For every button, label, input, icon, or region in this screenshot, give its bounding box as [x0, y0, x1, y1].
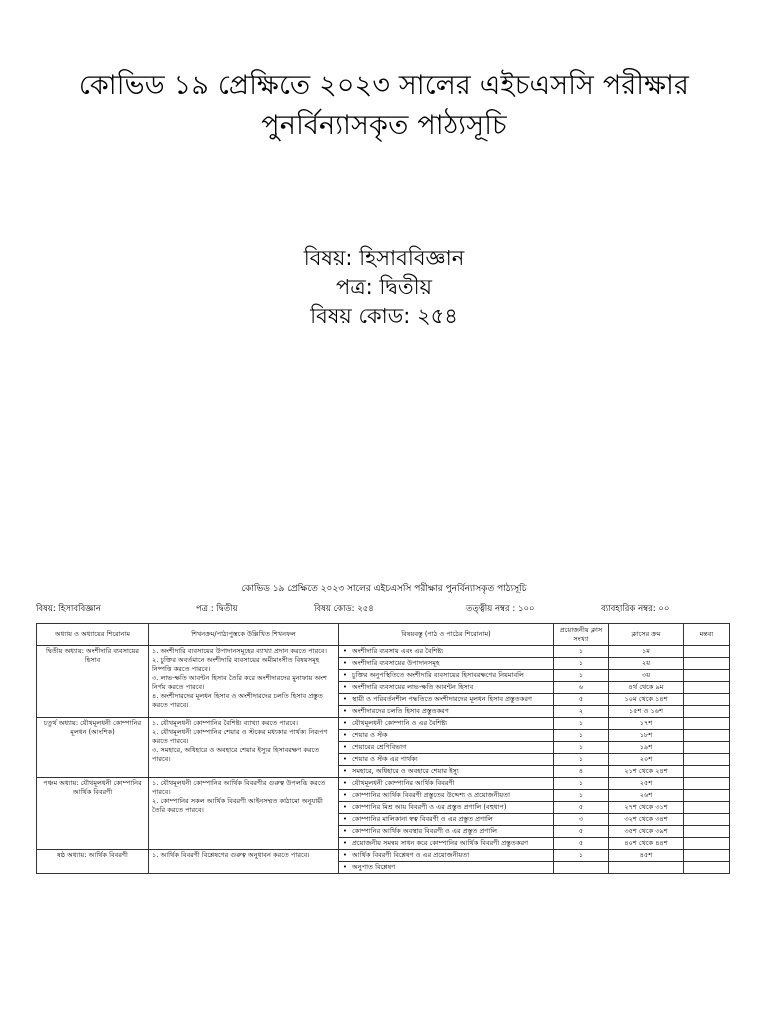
syllabus-table: [36, 623, 730, 874]
bullet-icon: •: [343, 815, 347, 823]
remarks-cell: [684, 718, 730, 730]
remarks-cell: [684, 730, 730, 742]
classes-cell: ১: [554, 718, 609, 730]
topic-text: যৌথমূলধনী কোম্পানি ও এর বৈশিষ্ট্য: [352, 719, 448, 727]
classes-cell: ৫: [554, 802, 609, 814]
topic-cell: [339, 682, 554, 694]
cover-title-line1: কোভিড ১৯ প্রেক্ষিতে ২০২৩ সালের এইচএসসি পরীক্ষার: [78, 70, 690, 101]
classes-cell: ১: [554, 742, 609, 754]
topic-cell: [339, 730, 554, 742]
objective-item: ২. যৌথমূলধনী কোম্পানির শেয়ার ও স্টকের মধ্যকার পার্থক্য নিরূপণ করতে পারবে।: [152, 728, 328, 745]
class-order-cell: ২১শ থেকে ২৪শ: [609, 766, 684, 778]
remarks-cell: [684, 754, 730, 766]
bullet-icon: •: [343, 863, 347, 871]
table-title: কোভিড ১৯ প্রেক্ষিতে ২০২৩ সালের এইচএসসি পরীক্ষার পুনর্বিন্যাসকৃত পাঠ্যসূচি: [241, 584, 527, 594]
bullet-icon: •: [343, 719, 347, 727]
topic-text: স্থায়ী ও পরিবর্তনশীল পদ্ধতিতে অংশীদারদের মূলধন হিসাব প্রস্তুতকরণ: [352, 695, 532, 703]
topic-cell: [339, 706, 554, 718]
topic-cell: [339, 802, 554, 814]
objectives-cell: [149, 778, 339, 850]
objective-item: ২. কোম্পানির সকল আর্থিক বিবরণী আইনসম্মত কাঠামো অনুযায়ী তৈরি করতে পারবে।: [152, 797, 323, 814]
class-order-cell: ২৬শ: [609, 790, 684, 802]
topic-text: প্রয়োজনীয় সমন্বয় সাধন করে কোম্পানির আর্থিক বিবরণী প্রস্তুতকরণ: [352, 839, 529, 847]
topic-text: কোম্পানির মিশ্র আয় বিবরণী ও এর প্রস্তুত প্রণালি (বহুধাপ): [352, 803, 507, 811]
meta-theory-marks: তত্ত্বীয় নম্বর : ১০০: [466, 604, 535, 614]
topic-text: শেয়ারের শ্রেণিবিভাগ: [352, 743, 407, 751]
bullet-icon: •: [343, 707, 347, 715]
objective-item: ২. চুক্তির অবর্তমানে অংশীদারি ব্যবসায়ের অমীমাংসীত বিষয়সমূহ নিষ্পত্তি করতে পারবে।: [152, 656, 320, 673]
class-order-cell: ৩২শ থেকে ৩৪শ: [609, 814, 684, 826]
bullet-icon: •: [343, 659, 347, 667]
classes-cell: ২: [554, 706, 609, 718]
meta-subject: বিষয়: হিসাববিজ্ঞান: [36, 604, 101, 614]
remarks-cell: [684, 862, 730, 874]
chapter-cell: পঞ্চম অধ্যায়: যৌথমূলধনী কোম্পানির আর্থিক বিবরণী: [37, 778, 149, 850]
classes-cell: ১: [554, 754, 609, 766]
classes-cell: ১: [554, 730, 609, 742]
topic-text: চুক্তির অনুপস্থিতিতে অংশীদারি ব্যবসায়ের হিসাবরক্ষণের নিয়মাবলি: [352, 671, 524, 679]
chapter-cell: ষষ্ঠ অধ্যায়: আর্থিক বিবরণী: [37, 850, 149, 874]
topic-text: কোম্পানির আর্থিক বিবরণী প্রস্তুতের উদ্দেশ্য ও প্রয়োজনীয়তা: [352, 791, 511, 799]
objective-item: ১. যৌথমূলধনী কোম্পানির আর্থিক বিবরণীর গুরুত্ব উপলব্ধি করতে পারবে।: [152, 779, 326, 796]
remarks-cell: [684, 814, 730, 826]
topic-cell: [339, 742, 554, 754]
header-class-order: ক্লাসের ক্রম: [609, 624, 684, 646]
remarks-cell: [684, 790, 730, 802]
classes-cell: ৫: [554, 826, 609, 838]
classes-cell: ১: [554, 670, 609, 682]
remarks-cell: [684, 850, 730, 862]
cover-subject: বিষয়: হিসাববিজ্ঞান: [303, 246, 465, 270]
topic-text: অংশীদারি ব্যবসায় এবং এর বৈশিষ্ট্য: [352, 647, 444, 655]
topic-cell: [339, 754, 554, 766]
topic-cell: [339, 658, 554, 670]
bullet-icon: •: [343, 683, 347, 691]
class-order-cell: ১৯শ: [609, 742, 684, 754]
topic-text: অংশীদারি ব্যবসায়ের উপাদানসমূহ: [352, 659, 440, 667]
cover-paper: পত্র: দ্বিতীয়: [335, 275, 433, 299]
topic-cell: [339, 790, 554, 802]
objective-item: ১. আর্থিক বিবরণী বিশ্লেষণের গুরুত্ব অনুধাবন করতে পারবে।: [152, 851, 310, 859]
topic-cell: [339, 670, 554, 682]
remarks-cell: [684, 766, 730, 778]
topic-text: কোম্পানির আর্থিক অবস্থার বিবরণী ও এর প্রস্তুত প্রণালি: [352, 827, 498, 835]
bullet-icon: •: [343, 647, 347, 655]
chapter-cell: দ্বিতীয় অধ্যায়: অংশীদারি ব্যবসায়ের হিসাব: [37, 646, 149, 718]
table-header-row: [37, 624, 730, 646]
objective-item: ৪. অংশীদারদের মূলধন হিসাব ও অংশীদারদের চলতি হিসাব প্রস্তুত করতে পারবে।: [152, 692, 323, 709]
objectives-cell: [149, 718, 339, 778]
classes-cell: ১: [554, 658, 609, 670]
bullet-icon: •: [343, 755, 347, 763]
topic-text: অংশীদারদের চলতি হিসাব প্রস্তুতকরণ: [352, 707, 449, 715]
classes-cell: ১: [554, 850, 609, 862]
topic-text: আর্থিক বিবরণী বিশ্লেষণ ও এর প্রয়োজনীয়তা: [352, 851, 470, 859]
classes-cell: ১: [554, 646, 609, 658]
bullet-icon: •: [343, 839, 347, 847]
remarks-cell: [684, 670, 730, 682]
topic-cell: [339, 718, 554, 730]
class-order-cell: ২য়: [609, 658, 684, 670]
cover-info: [0, 244, 768, 331]
class-order-cell: ৪র্থ থেকে ৯ম: [609, 682, 684, 694]
class-order-cell: ৪০শ থেকে ৪৪শ: [609, 838, 684, 850]
remarks-cell: [684, 838, 730, 850]
topic-cell: [339, 694, 554, 706]
classes-cell: ১: [554, 778, 609, 790]
header-objectives: শিখনক্রম/পাঠ্যপুস্তকে উল্লিখিত শিখনফল: [149, 624, 339, 646]
class-order-cell: ৩য়: [609, 670, 684, 682]
bullet-icon: •: [343, 851, 347, 859]
table-row: [37, 850, 730, 862]
table-body: [37, 646, 730, 874]
class-order-cell: ৩৫শ থেকে ৩৯শ: [609, 826, 684, 838]
class-order-cell: ৪৫শ: [609, 850, 684, 862]
classes-cell: [554, 862, 609, 874]
class-order-cell: ২০শ: [609, 754, 684, 766]
topic-cell: [339, 826, 554, 838]
remarks-cell: [684, 742, 730, 754]
classes-cell: ৩: [554, 814, 609, 826]
table-row: [37, 646, 730, 658]
chapter-cell: চতুর্থ অধ্যায়: যৌথমূলধনী কোম্পানির মূলধন (আংশিক): [37, 718, 149, 778]
bullet-icon: •: [343, 695, 347, 703]
objective-item: ৩. সমহারে, অধিহারে ও অবহারে শেয়ার ইস্যুর হিসাবরক্ষণ করতে পারবে।: [152, 746, 320, 763]
classes-cell: ৬: [554, 682, 609, 694]
header-classes: প্রয়োজনীয় ক্লাস সংখ্যা: [554, 624, 609, 646]
classes-cell: ১: [554, 790, 609, 802]
objectives-cell: [149, 646, 339, 718]
topic-text: যৌথমূলধনী কোম্পানির আর্থিক বিবরণী: [352, 779, 455, 787]
cover-title-line2: পুনর্বিন্যাসকৃত পাঠ্যসূচি: [261, 110, 507, 141]
meta-practical-marks: ব্যাবহারিক নম্বর: ০০: [601, 604, 670, 614]
table-row: [37, 778, 730, 790]
bullet-icon: •: [343, 767, 347, 775]
remarks-cell: [684, 706, 730, 718]
classes-cell: ৫: [554, 694, 609, 706]
topic-text: অংশীদারি ব্যবসায়ের লাভ-ক্ষতি আবন্টন হিসাব: [352, 683, 474, 691]
remarks-cell: [684, 646, 730, 658]
meta-paper: পত্র : দ্বিতীয়: [196, 604, 238, 614]
topic-cell: [339, 778, 554, 790]
topic-text: অনুপাত বিশ্লেষণ: [352, 863, 396, 871]
remarks-cell: [684, 826, 730, 838]
table-row: [37, 718, 730, 730]
topic-cell: [339, 838, 554, 850]
class-order-cell: [609, 862, 684, 874]
cover-code: বিষয় কোড: ২৫৪: [310, 304, 458, 328]
meta-code: বিষয় কোড: ২৫৪: [314, 604, 374, 614]
header-remarks: মন্তব্য: [684, 624, 730, 646]
objective-item: ১. যৌথমূলধনী কোম্পানির বৈশিষ্ট্য ব্যাখ্যা করতে পারবে।: [152, 719, 299, 727]
remarks-cell: [684, 658, 730, 670]
objective-item: ১. অংশীদারি ব্যবসায়ের উপাদানসমূহের ব্যাখ্যা প্রদান করতে পারবে।: [152, 647, 327, 655]
class-order-cell: ১৫শ ও ১৬শ: [609, 706, 684, 718]
class-order-cell: ১০ম থেকে ১৪শ: [609, 694, 684, 706]
class-order-cell: ১৭শ: [609, 718, 684, 730]
topic-text: কোম্পানির মালিকানা স্বত্ব বিবরণী ও এর প্রস্তুত প্রণালি: [352, 815, 493, 823]
classes-cell: ৪: [554, 766, 609, 778]
topic-cell: [339, 766, 554, 778]
topic-cell: [339, 862, 554, 874]
header-chapter: অধ্যায় ও অধ্যায়ের শিরোনাম: [37, 624, 149, 646]
remarks-cell: [684, 682, 730, 694]
class-order-cell: ১৮শ: [609, 730, 684, 742]
topic-text: শেয়ার ও স্টক: [352, 731, 388, 739]
topic-cell: [339, 814, 554, 826]
topic-cell: [339, 850, 554, 862]
topic-text: সমহারে, অধিহারে ও অবহারে শেয়ার ইস্যু: [352, 767, 459, 775]
header-content: বিষয়বস্তু (পাঠ ও পাঠের শিরোনাম): [339, 624, 554, 646]
topic-cell: [339, 646, 554, 658]
class-order-cell: ১ম: [609, 646, 684, 658]
bullet-icon: •: [343, 779, 347, 787]
remarks-cell: [684, 778, 730, 790]
bullet-icon: •: [343, 743, 347, 751]
class-order-cell: ২৫শ: [609, 778, 684, 790]
bullet-icon: •: [343, 731, 347, 739]
bullet-icon: •: [343, 827, 347, 835]
remarks-cell: [684, 802, 730, 814]
bullet-icon: •: [343, 791, 347, 799]
meta-row: [36, 602, 736, 616]
bullet-icon: •: [343, 671, 347, 679]
objective-item: ৩. লাভ-ক্ষতি আবন্টন হিসাব তৈরি করে অংশীদারদের মুনাফায় অংশ নির্ণয় করতে পারবে।: [152, 674, 327, 691]
cover-title: [0, 66, 768, 146]
objectives-cell: [149, 850, 339, 874]
bullet-icon: •: [343, 803, 347, 811]
class-order-cell: ২৭শ থেকে ৩১শ: [609, 802, 684, 814]
topic-text: শেয়ার ও স্টক এর পার্থক্য: [352, 755, 418, 763]
classes-cell: ৫: [554, 838, 609, 850]
remarks-cell: [684, 694, 730, 706]
